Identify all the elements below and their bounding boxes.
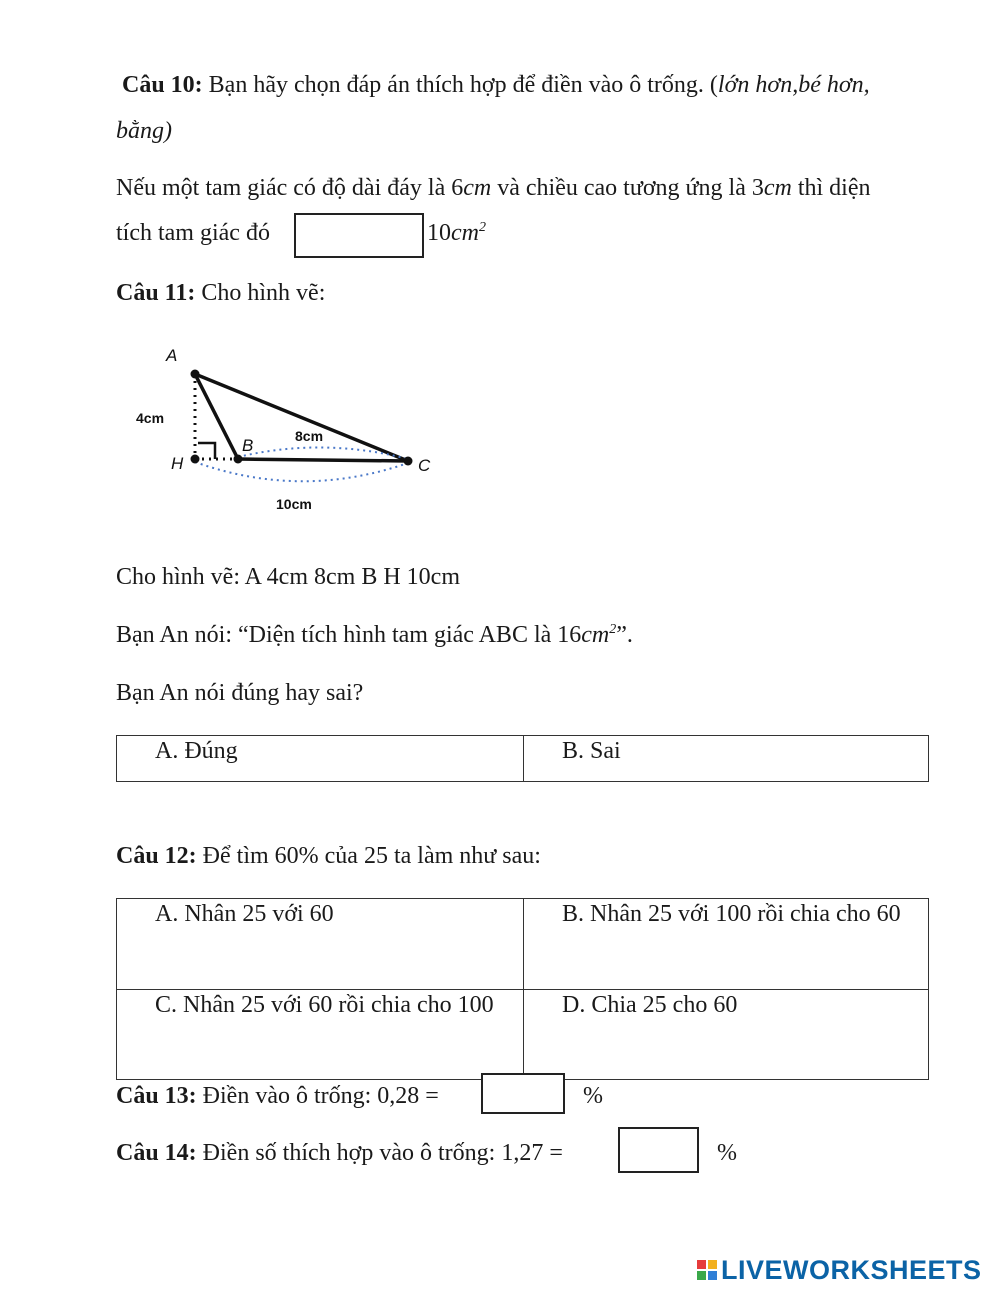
label-c: C bbox=[418, 456, 431, 475]
q14-title bbox=[116, 1140, 563, 1167]
q11-title bbox=[116, 280, 325, 307]
q10-line1 bbox=[122, 72, 870, 99]
q11-statement-end: ”. bbox=[616, 622, 633, 648]
arc-hc bbox=[195, 462, 408, 481]
q12-option-c-label: C. Nhân 25 với 60 rồi chia cho 100 bbox=[155, 992, 494, 1018]
q12-option-b-label: B. Nhân 25 với 100 rồi chia cho 60 bbox=[562, 901, 901, 927]
q13-prompt: Điền vào ô trống: 0,28 = bbox=[196, 1083, 439, 1109]
q10-sentence-c: thì diện bbox=[791, 175, 871, 201]
label-4cm: 4cm bbox=[136, 410, 165, 426]
q11-statement bbox=[116, 622, 633, 649]
q12-option-a-label: A. Nhân 25 với 60 bbox=[155, 901, 334, 927]
q10-answer-box[interactable] bbox=[294, 213, 424, 258]
logo-mark-icon bbox=[697, 1260, 717, 1280]
q10-sentence-d: tích tam giác đó bbox=[116, 220, 270, 246]
q11-prompt: Cho hình vẽ: bbox=[195, 280, 326, 306]
q14-label: Câu 14: bbox=[116, 1140, 197, 1166]
label-b: B bbox=[242, 436, 254, 455]
q12-prompt: Để tìm 60% của 25 ta làm như sau: bbox=[196, 843, 541, 869]
q14-percent: % bbox=[717, 1140, 737, 1166]
q10-label: Câu 10: bbox=[122, 72, 203, 98]
logo-text: LIVEWORKSHEETS bbox=[721, 1254, 982, 1285]
q11-option-a[interactable] bbox=[117, 736, 524, 782]
q10-unit-cm2: cm bbox=[451, 220, 479, 246]
q12-option-d[interactable] bbox=[524, 990, 929, 1080]
q13-title bbox=[116, 1083, 439, 1110]
q10-options-2: bằng) bbox=[116, 118, 172, 144]
point-h bbox=[191, 455, 200, 464]
q11-statement-unit: cm bbox=[581, 622, 610, 648]
q10-prompt: Bạn hãy chọn đáp án thích hợp để điền vào ô trống. ( bbox=[202, 72, 718, 98]
label-h: H bbox=[171, 454, 184, 473]
q12-option-b[interactable] bbox=[524, 899, 929, 990]
q11-option-a-label: A. Đúng bbox=[155, 738, 238, 764]
label-10cm: 10cm bbox=[276, 496, 312, 512]
q13-percent: % bbox=[583, 1083, 603, 1109]
q11-question: Bạn An nói đúng hay sai? bbox=[116, 680, 364, 706]
label-a: A bbox=[166, 346, 178, 365]
side-ac bbox=[195, 374, 408, 461]
label-8cm: 8cm bbox=[295, 428, 324, 444]
point-c bbox=[404, 457, 413, 466]
liveworksheets-logo bbox=[697, 1255, 982, 1285]
q11-statement-exponent: 2 bbox=[609, 622, 617, 637]
q10-exponent: 2 bbox=[478, 220, 486, 235]
q10-unit-cm-1: cm bbox=[463, 175, 492, 201]
q12-options-table bbox=[116, 898, 929, 1080]
q12-option-a[interactable] bbox=[117, 899, 524, 990]
q11-option-b[interactable] bbox=[524, 736, 929, 782]
q11-caption: Cho hình vẽ: A 4cm 8cm B H 10cm bbox=[116, 564, 460, 590]
q13-label: Câu 13: bbox=[116, 1083, 197, 1109]
q10-unit-cm-2: cm bbox=[763, 175, 792, 201]
q11-statement-text: Bạn An nói: “Diện tích hình tam giác ABC là 16 bbox=[116, 622, 582, 648]
q12-option-d-label: D. Chia 25 cho 60 bbox=[562, 992, 738, 1018]
q14-prompt: Điền số thích hợp vào ô trống: 1,27 = bbox=[196, 1140, 563, 1166]
side-ab bbox=[195, 374, 238, 459]
q11-option-b-label: B. Sai bbox=[562, 738, 621, 764]
q11-options-table bbox=[116, 735, 929, 782]
q10-sentence-a: Nếu một tam giác có độ dài đáy là 6 bbox=[116, 175, 464, 201]
q10-after-box bbox=[427, 220, 486, 247]
q14-answer-box[interactable] bbox=[618, 1127, 699, 1173]
q10-value: 10 bbox=[427, 220, 451, 246]
q11-triangle-figure bbox=[120, 335, 450, 525]
point-a bbox=[191, 370, 200, 379]
q12-label: Câu 12: bbox=[116, 843, 197, 869]
point-b bbox=[234, 455, 243, 464]
side-bc bbox=[238, 459, 408, 461]
q11-label: Câu 11: bbox=[116, 280, 196, 306]
right-angle-mark bbox=[198, 443, 215, 459]
q10-line3 bbox=[116, 175, 870, 202]
q12-title bbox=[116, 843, 541, 870]
q10-line2 bbox=[116, 118, 172, 145]
q10-options-1: lớn hơn,bé hơn, bbox=[717, 72, 870, 98]
q10-sentence-b: và chiều cao tương ứng là 3 bbox=[491, 175, 764, 201]
q10-line4 bbox=[116, 220, 270, 247]
q13-answer-box[interactable] bbox=[481, 1073, 565, 1114]
q12-option-c[interactable] bbox=[117, 990, 524, 1080]
